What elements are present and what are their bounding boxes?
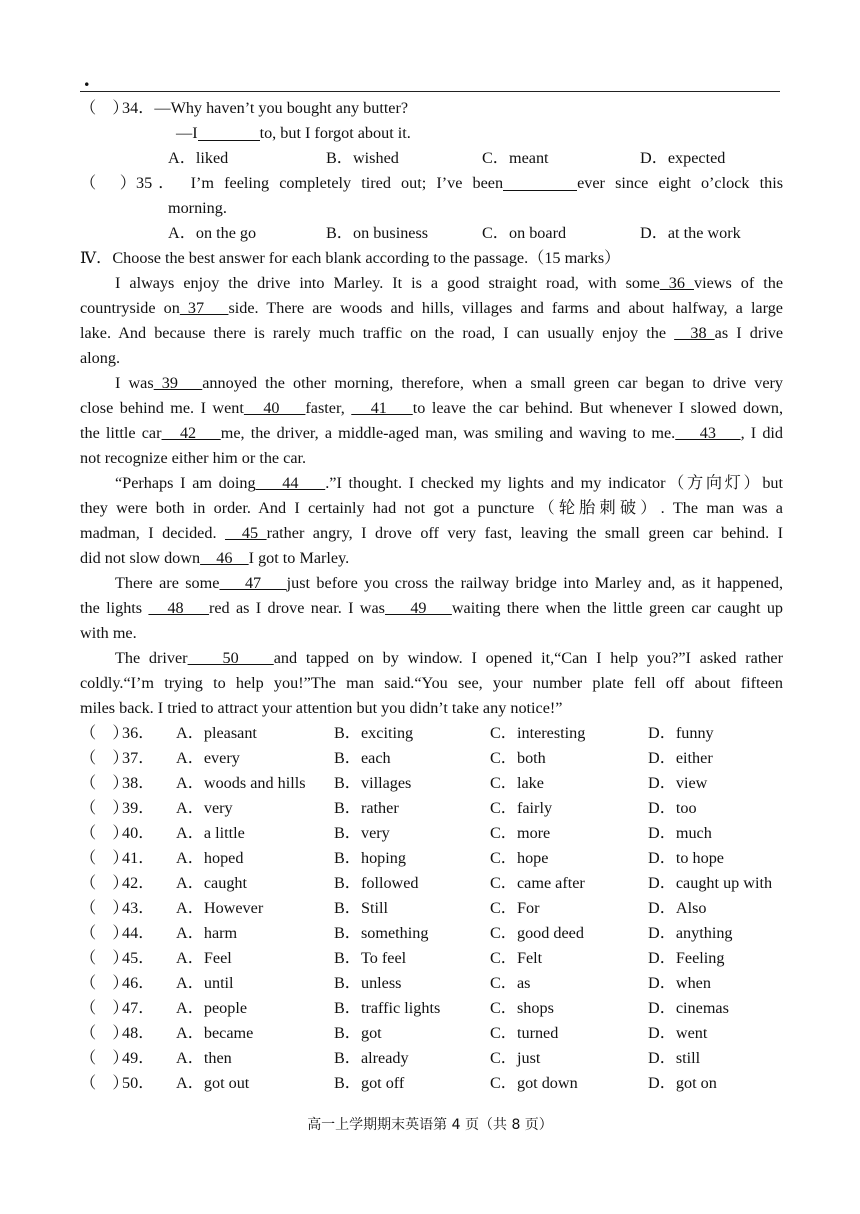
option-b: B．each [334, 749, 391, 767]
blank-47: 47 [219, 574, 287, 592]
option-a: A．got out [176, 1074, 250, 1092]
header-dot: . [84, 66, 90, 91]
question-number: 40． [122, 824, 155, 842]
blank-42: 42 [161, 424, 221, 442]
option-c: C．both [490, 749, 546, 767]
answer-paren[interactable]: （ ） [80, 724, 129, 742]
option-c: C．as [490, 974, 531, 992]
question-number: 36． [122, 724, 155, 742]
question-row [80, 721, 783, 746]
question-number: 43． [122, 899, 155, 917]
question-35-options [80, 221, 783, 246]
option-a: A．hoped [176, 849, 244, 867]
option-d: D．caught up with [648, 874, 773, 892]
option-c: C．more [490, 824, 551, 842]
option-b: B．something [334, 924, 429, 942]
option-b: B．To feel [334, 949, 407, 967]
option-d: D．Feeling [648, 949, 725, 967]
question-row [80, 771, 783, 796]
header-rule [80, 91, 780, 92]
question-number: 38． [122, 774, 155, 792]
option-b: B．Still [334, 899, 388, 917]
option-c: C．For [490, 899, 540, 917]
option-b: B．followed [334, 874, 419, 892]
blank-49: 49 [384, 599, 452, 617]
question-number: 49． [122, 1049, 155, 1067]
question-number: 47． [122, 999, 155, 1017]
option-c: C．came after [490, 874, 585, 892]
blank-39: 39 [153, 374, 203, 392]
passage-line: they were both in order. And I certainly had not got a puncture（轮胎刺破）. The man was a [80, 499, 783, 517]
question-row [80, 971, 783, 996]
option-d: D．anything [648, 924, 733, 942]
answer-paren[interactable]: （ ） [80, 824, 129, 842]
option-d: D．either [648, 749, 713, 767]
passage-line: There are some 47 just before you cross the railway bridge into Marley and, as it happened, [115, 574, 784, 592]
page-footer: 高一上学期期末英语第 4 页（共 8 页） [307, 1117, 553, 1133]
section-heading: Ⅳ．Choose the best answer for each blank according to the passage.（15 marks） [80, 249, 621, 267]
option-b: B．hoping [334, 849, 406, 867]
answer-paren[interactable]: （ ） [80, 999, 129, 1017]
option-d: D．to hope [648, 849, 724, 867]
option-a: A．on the go [168, 224, 257, 242]
question-row [80, 821, 783, 846]
question-34-reply: —I to, but I forgot about it. [176, 124, 411, 142]
answer-paren[interactable]: （ ） [80, 974, 129, 992]
passage-line: did not slow down 46 I got to Marley. [80, 549, 350, 567]
option-b: B．villages [334, 774, 412, 792]
blank-41: 41 [351, 399, 413, 417]
option-d: D．still [648, 1049, 701, 1067]
option-d: D．cinemas [648, 999, 729, 1017]
question-number: 45． [122, 949, 155, 967]
question-row [80, 1046, 783, 1071]
question-number: 50． [122, 1074, 155, 1092]
passage-line: “Perhaps I am doing 44 .”I thought. I checked my lights and my indicator（方向灯）but [115, 474, 783, 492]
answer-paren[interactable]: （ ） [80, 749, 129, 767]
answer-paren[interactable]: （ ） [80, 849, 129, 867]
option-c: C．hope [490, 849, 549, 867]
option-a: A．liked [168, 149, 229, 167]
option-d: D．too [648, 799, 697, 817]
option-a: A．very [176, 799, 233, 817]
option-b: B．rather [334, 799, 399, 817]
option-a: A．people [176, 999, 248, 1017]
option-a: A．caught [176, 874, 248, 892]
question-row [80, 796, 783, 821]
option-b: B．already [334, 1049, 409, 1067]
option-d: D．when [648, 974, 711, 992]
option-a: A．until [176, 974, 234, 992]
option-c: C．just [490, 1049, 541, 1067]
question-35-stem-cont: morning. [168, 199, 227, 217]
question-row [80, 1021, 783, 1046]
option-d: D．funny [648, 724, 714, 742]
passage-line: I was 39 annoyed the other morning, therefore, when a small green car began to drive very [115, 374, 784, 392]
option-d: D．went [648, 1024, 708, 1042]
option-b: B．got [334, 1024, 382, 1042]
passage-line: not recognize either him or the car. [80, 449, 307, 467]
option-a: A．then [176, 1049, 232, 1067]
question-34-stem: （ ）34．—Why haven’t you bought any butter? [80, 96, 783, 121]
passage-line: the lights 48 red as I drove near. I was 49 waiting there when the little green car caught up [80, 599, 784, 617]
option-d: D．at the work [640, 224, 741, 242]
option-d: D．Also [648, 899, 707, 917]
blank-40: 40 [243, 399, 306, 417]
option-d: D．expected [640, 149, 726, 167]
passage-line: countryside on 37 side. There are woods and hills, villages and farms and about halfway, a large [80, 299, 783, 317]
option-a: A．woods and hills [176, 774, 306, 792]
option-c: C．turned [490, 1024, 559, 1042]
blank-46: 46 [200, 549, 249, 567]
option-c: C．fairly [490, 799, 553, 817]
answer-paren[interactable]: （ ） [80, 99, 129, 117]
question-number: 39． [122, 799, 155, 817]
question-list [80, 721, 783, 1096]
question-row [80, 871, 783, 896]
option-c: C．shops [490, 999, 554, 1017]
answer-paren[interactable]: （ ） [80, 774, 129, 792]
question-row [80, 746, 783, 771]
question-number: 48． [122, 1024, 155, 1042]
option-a: A．However [176, 899, 264, 917]
option-b: B．traffic lights [334, 999, 441, 1017]
question-row [80, 946, 783, 971]
option-c: C．meant [482, 149, 549, 167]
answer-paren[interactable]: （ ） [80, 799, 129, 817]
answer-paren[interactable]: （ ） [80, 1074, 129, 1092]
blank-38: 38 [674, 324, 715, 342]
passage-line: The driver 50 and tapped on by window. I opened it,“Can I help you?”I asked rather [115, 649, 784, 667]
option-d: D．view [648, 774, 708, 792]
answer-paren[interactable]: （ ） [80, 1024, 129, 1042]
option-b: B．exciting [334, 724, 414, 742]
answer-paren[interactable]: （ ） [80, 899, 129, 917]
option-b: B．unless [334, 974, 402, 992]
option-a: A．every [176, 749, 240, 767]
option-b: B．wished [326, 149, 399, 167]
question-number: 37． [122, 749, 155, 767]
blank-44: 44 [255, 474, 326, 492]
question-row [80, 921, 783, 946]
passage-line: close behind me. I went 40 faster, 41 to leave the car behind. But whenever I slowed down, [80, 399, 784, 417]
option-a: A．harm [176, 924, 238, 942]
option-c: C．got down [490, 1074, 578, 1092]
question-row [80, 1071, 783, 1096]
question-row [80, 896, 783, 921]
blank-50: 50 [187, 649, 274, 667]
option-a: A．a little [176, 824, 245, 842]
answer-blank [198, 122, 260, 141]
option-c: C．Felt [490, 949, 543, 967]
question-number: 44． [122, 924, 155, 942]
option-c: C．interesting [490, 724, 586, 742]
question-number: 42． [122, 874, 155, 892]
exam-page [80, 96, 783, 1096]
option-a: A．pleasant [176, 724, 257, 742]
option-b: B．very [334, 824, 390, 842]
blank-45: 45 [224, 524, 267, 542]
answer-paren[interactable]: （ ） [80, 874, 129, 892]
blank-48: 48 [148, 599, 209, 617]
option-b: B．got off [334, 1074, 405, 1092]
question-number: 41． [122, 849, 155, 867]
question-35-stem: （ ）35． I’m feeling completely tired out; I’ve been ever since eight o’clock this [80, 171, 783, 196]
question-34-options [80, 146, 783, 171]
passage-line: madman, I decided. 45 rather angry, I drove off very fast, leaving the small green car behind. I [80, 524, 784, 542]
option-c: C．good deed [490, 924, 584, 942]
blank-43: 43 [675, 424, 741, 442]
passage-line: I always enjoy the drive into Marley. It is a good straight road, with some 36 views of the [115, 274, 784, 292]
option-b: B．on business [326, 224, 429, 242]
answer-blank [503, 172, 577, 191]
option-d: D．got on [648, 1074, 717, 1092]
option-a: A．became [176, 1024, 254, 1042]
option-c: C．on board [482, 224, 567, 242]
passage-line: miles back. I tried to attract your attention but you didn’t take any notice!” [80, 699, 563, 717]
answer-paren[interactable]: （ ） [80, 174, 136, 192]
answer-paren[interactable]: （ ） [80, 1049, 129, 1067]
passage-line: along. [80, 349, 121, 367]
option-d: D．much [648, 824, 712, 842]
question-row [80, 846, 783, 871]
blank-36: 36 [659, 274, 694, 292]
passage-line: coldly.“I’m trying to help you!”The man said.“You see, your number plate fell off about fifteen [80, 674, 783, 692]
option-c: C．lake [490, 774, 544, 792]
passage-line: with me. [80, 624, 137, 642]
passage-line: the little car 42 me, the driver, a middle-aged man, was smiling and waving to me. 43 , I did [80, 424, 784, 442]
option-a: A．Feel [176, 949, 232, 967]
question-number: 46． [122, 974, 155, 992]
answer-paren[interactable]: （ ） [80, 949, 129, 967]
blank-37: 37 [179, 299, 229, 317]
question-row [80, 996, 783, 1021]
passage-line: lake. And because there is rarely much traffic on the road, I can usually enjoy the 38 as I drive [80, 324, 784, 342]
answer-paren[interactable]: （ ） [80, 924, 129, 942]
